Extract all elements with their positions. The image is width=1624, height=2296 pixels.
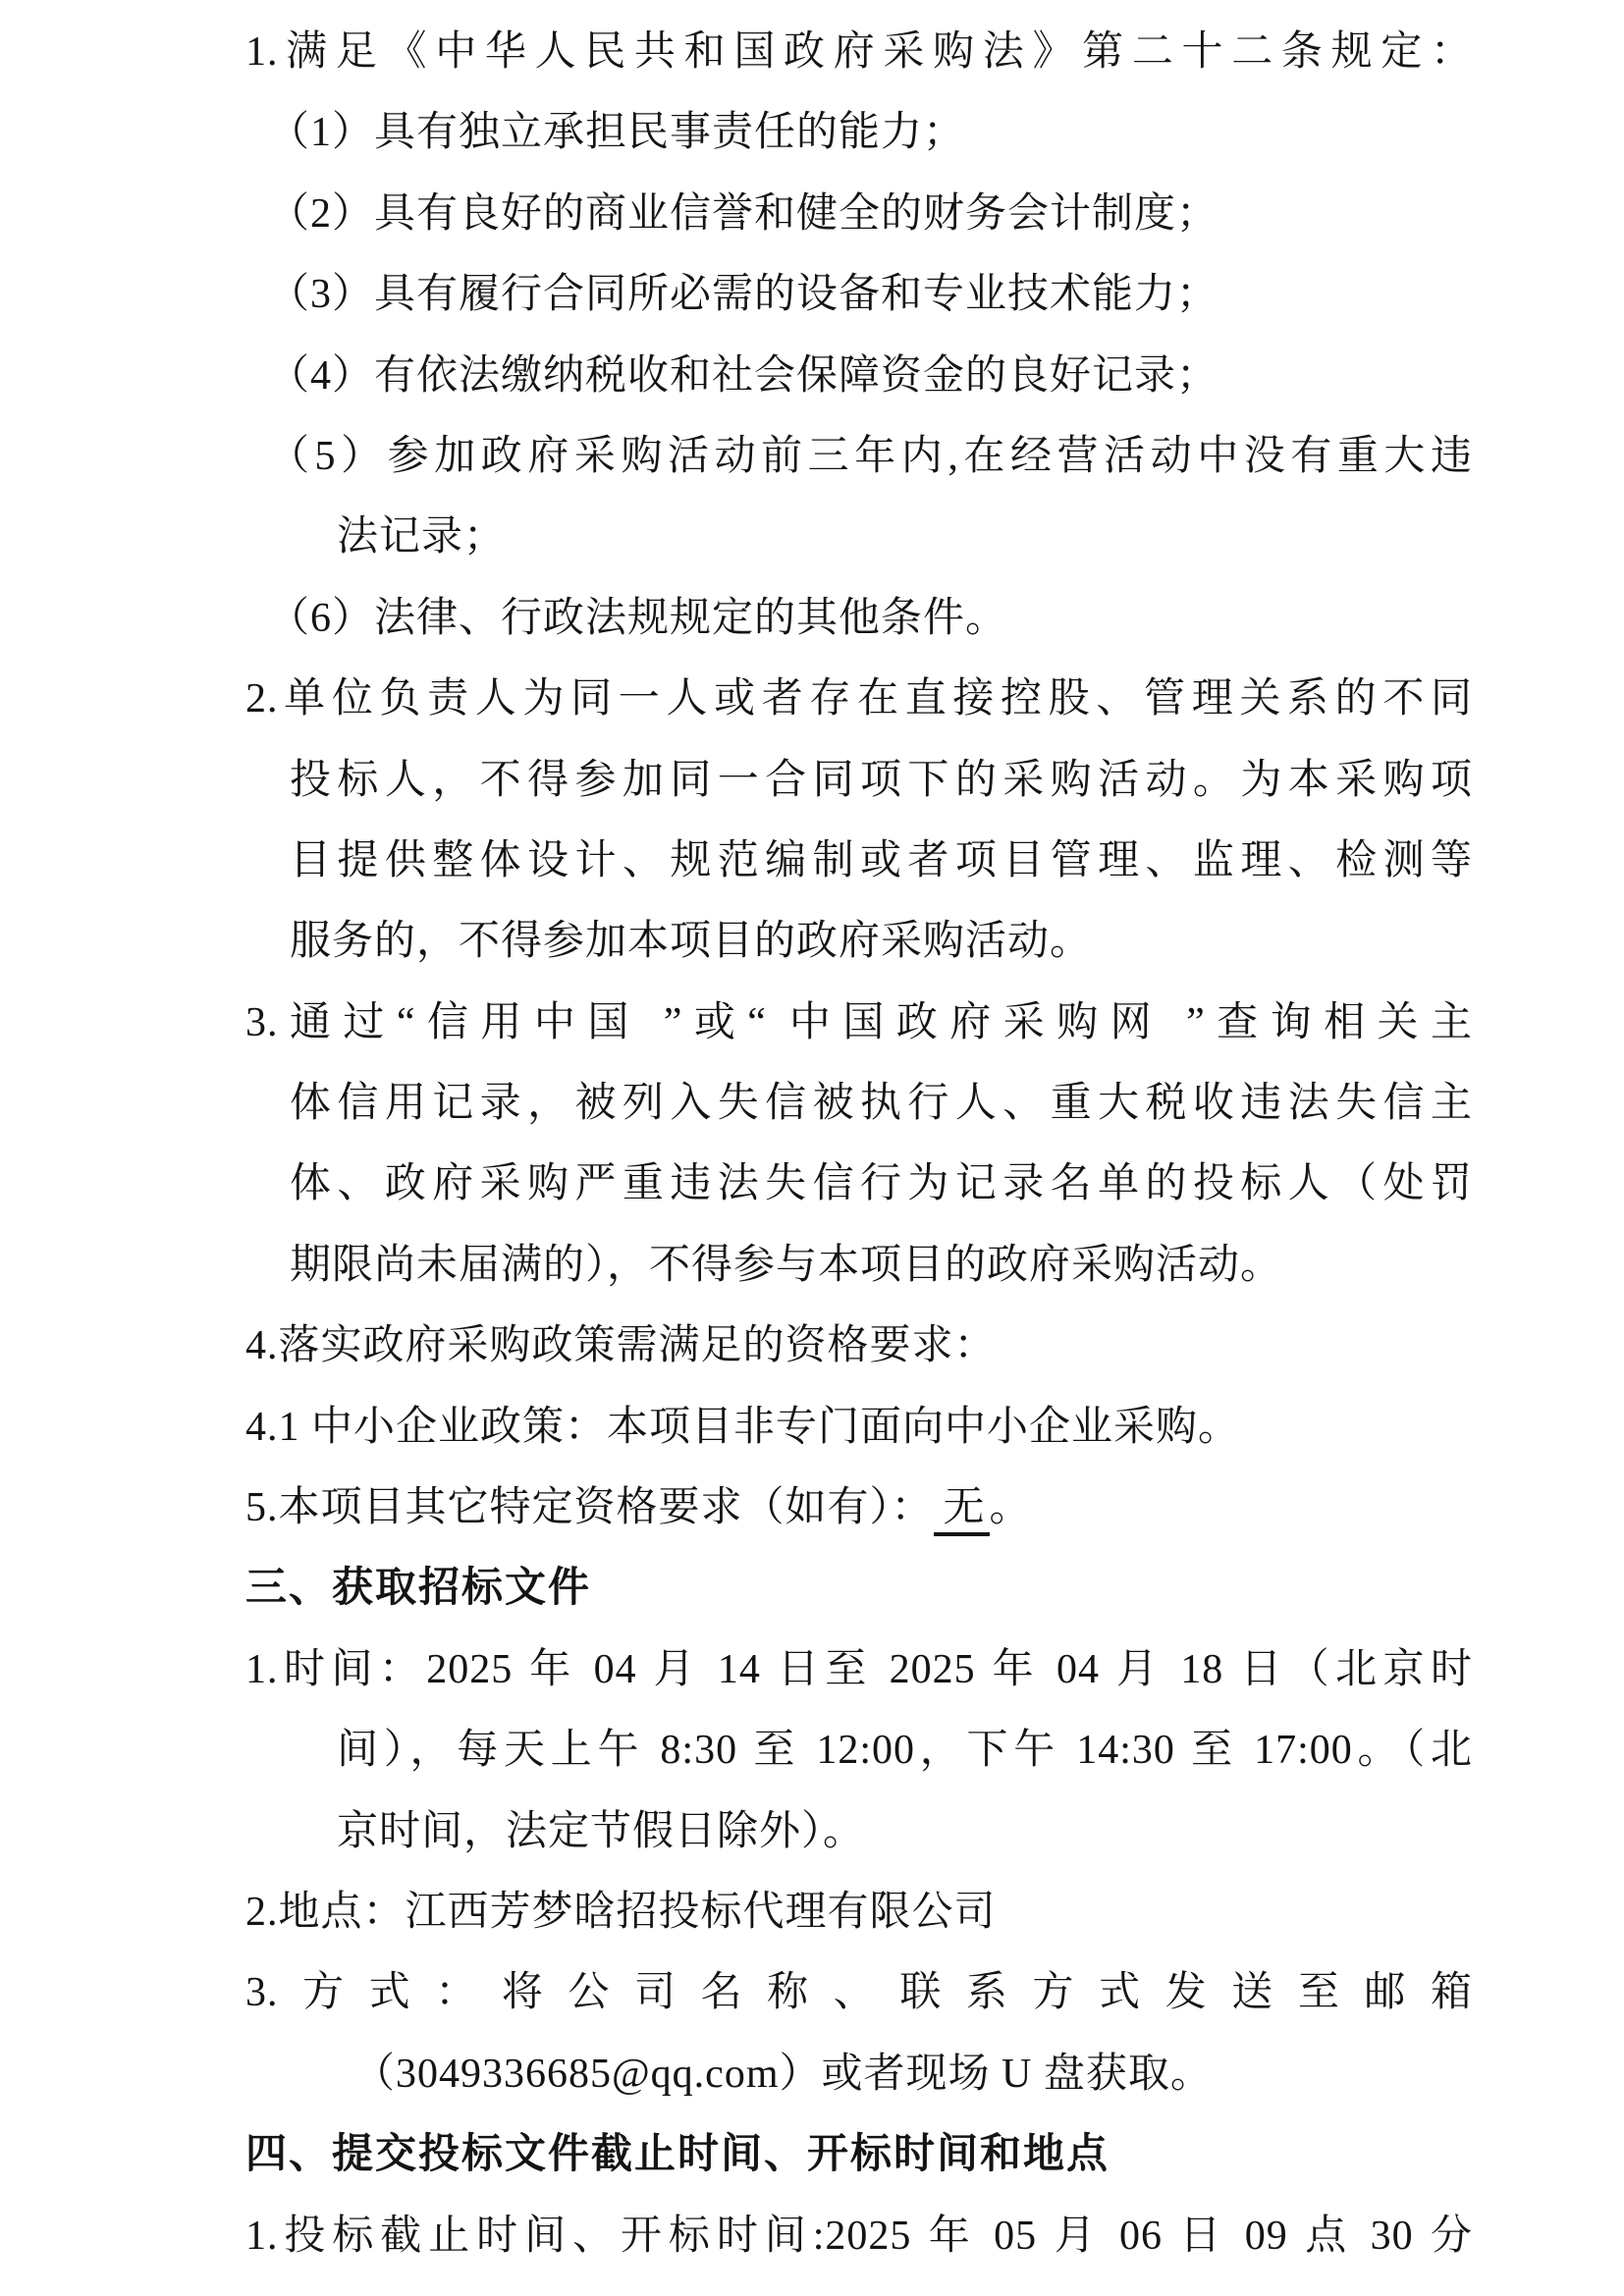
doc-line-rule5-other-reqs xyxy=(245,1468,1473,1548)
doc-line-condition-1: （1）具有独立承担民事责任的能力； xyxy=(268,110,966,156)
doc-line-obtain-time-a: 1.时间：2025 年 04 月 14 日至 2025 年 04 月 18 日（北京时 xyxy=(245,1646,1473,1692)
doc-line-rule4: 4.落实政府采购政策需满足的资格要求： xyxy=(245,1323,997,1369)
doc-line-obtain-place: 2.地点：江西芳梦晗招投标代理有限公司 xyxy=(245,1889,997,1935)
doc-line-rule2-c: 目提供整体设计、规范编制或者项目管理、监理、检测等 xyxy=(290,837,1473,883)
section-heading-4-deadline-opening: 四、提交投标文件截止时间、开标时间和地点 xyxy=(245,2132,1110,2178)
doc-line-bid-deadline: 1.投标截止时间、开标时间:2025 年 05 月 06 日 09 点 30 分 xyxy=(245,2213,1473,2259)
doc-line-condition-2: （2）具有良好的商业信誉和健全的财务会计制度； xyxy=(268,190,1219,237)
rule5-none-underlined: 无 xyxy=(934,1485,990,1536)
doc-line-rule3-d: 期限尚未届满的），不得参与本项目的政府采购活动。 xyxy=(290,1242,1283,1288)
doc-line-law-article22: 1.满足《中华人民共和国政府采购法》第二十二条规定： xyxy=(245,29,1473,75)
doc-line-condition-3: （3）具有履行合同所必需的设备和专业技术能力； xyxy=(268,272,1219,318)
doc-line-rule3-a: 3.通过“信用中国 ”或“ 中国政府采购网 ”查询相关主 xyxy=(245,999,1473,1045)
doc-line-obtain-time-b: 间），每天上午 8:30 至 12:00，下午 14:30 至 17:00。（北 xyxy=(337,1728,1473,1774)
doc-line-condition-4: （4）有依法缴纳税收和社会保障资金的良好记录； xyxy=(268,352,1219,399)
doc-line-rule4-1-sme-policy: 4.1 中小企业政策：本项目非专门面向中小企业采购。 xyxy=(245,1404,1241,1450)
doc-line-condition-5b: 法记录； xyxy=(337,514,507,561)
doc-line-condition-5a: （5）参加政府采购活动前三年内,在经营活动中没有重大违 xyxy=(268,433,1473,479)
rule5-period: 。 xyxy=(989,1485,1032,1531)
doc-line-rule3-b: 体信用记录，被列入失信被执行人、重大税收违法失信主 xyxy=(290,1081,1473,1127)
doc-line-rule2-a: 2.单位负责人为同一人或者存在直接控股、管理关系的不同 xyxy=(245,676,1473,722)
section-heading-3-obtain-docs: 三、获取招标文件 xyxy=(245,1566,592,1612)
doc-line-rule2-d: 服务的，不得参加本项目的政府采购活动。 xyxy=(290,919,1093,965)
doc-line-rule2-b: 投标人，不得参加同一合同项下的采购活动。为本采购项 xyxy=(290,757,1473,803)
doc-line-obtain-time-c: 京时间，法定节假日除外）。 xyxy=(337,1808,866,1854)
doc-line-condition-6: （6）法律、行政法规规定的其他条件。 xyxy=(268,595,1008,641)
doc-line-obtain-method-a: 3.方式：将公司名称、联系方式发送至邮箱 xyxy=(245,1970,1473,2016)
doc-line-rule3-c: 体、政府采购严重违法失信行为记录名单的投标人（处罚 xyxy=(290,1161,1473,1207)
rule5-text: 5.本项目其它特定资格要求（如有）： xyxy=(245,1485,934,1531)
doc-line-obtain-method-b-email: （3049336685@qq.com）或者现场 U 盘获取。 xyxy=(353,2051,1213,2097)
